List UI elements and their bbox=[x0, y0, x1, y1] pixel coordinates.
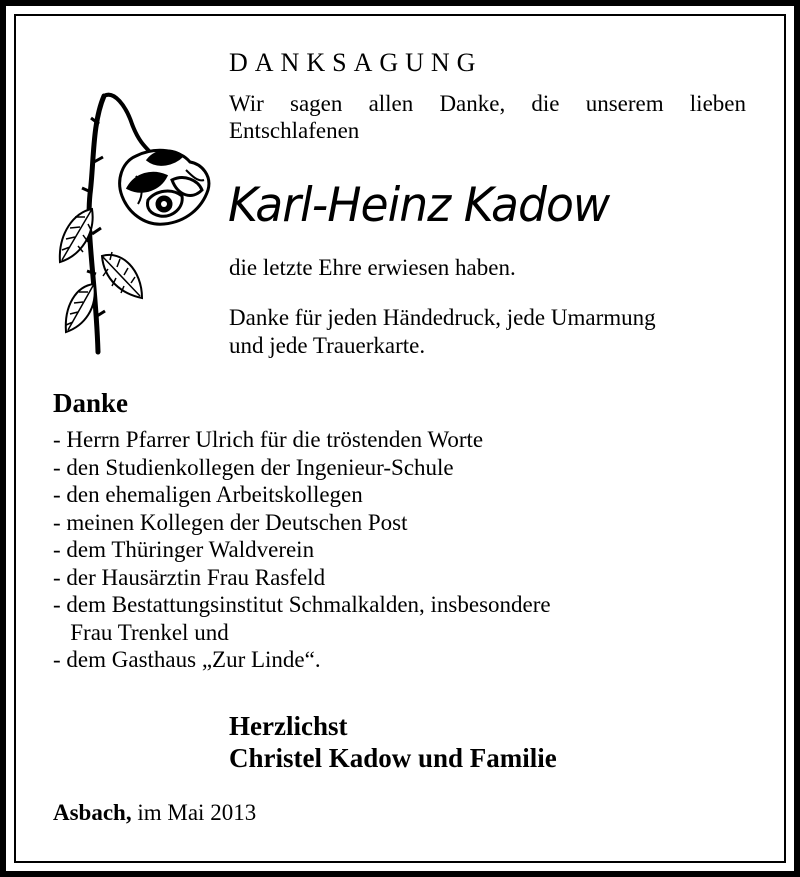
list-item: - den ehemaligen Arbeitskollegen bbox=[53, 482, 363, 507]
danke-title: Danke bbox=[53, 388, 129, 418]
after-name-text: die letzte Ehre erwiesen haben. bbox=[229, 255, 516, 280]
intro-text: Wir sagen allen Danke, die unserem lieben Entschlafenen bbox=[229, 91, 746, 143]
closing-signature bbox=[229, 710, 557, 774]
place-date bbox=[53, 799, 256, 827]
deceased-name: Karl-Heinz Kadow bbox=[228, 178, 610, 233]
closing-line-2: Christel Kadow und Familie bbox=[229, 743, 557, 773]
list-item: Frau Trenkel und bbox=[53, 619, 229, 645]
list-item: - Herrn Pfarrer Ulrich für die tröstenden Worte bbox=[53, 427, 484, 452]
list-item: - dem Thüringer Waldverein bbox=[53, 537, 315, 562]
rose-icon bbox=[52, 84, 222, 359]
thanks-line-2: und jede Trauerkarte. bbox=[229, 333, 426, 358]
list-item: - dem Bestattungsinstitut Schmalkalden, insbesondere bbox=[53, 592, 551, 617]
thanks-text bbox=[229, 304, 656, 360]
heading-danksagung: DANKSAGUNG bbox=[229, 48, 483, 77]
thanks-list bbox=[53, 426, 551, 674]
thanks-line-1: Danke für jeden Händedruck, jede Umarmung bbox=[229, 305, 656, 330]
place-name: Asbach, bbox=[53, 800, 132, 825]
list-item: - den Studienkollegen der Ingenieur-Schule bbox=[53, 454, 454, 480]
date-text: im Mai 2013 bbox=[137, 800, 257, 825]
list-item: - dem Gasthaus „Zur Linde“. bbox=[53, 647, 321, 672]
list-item: - der Hausärztin Frau Rasfeld bbox=[53, 564, 326, 590]
list-item: - meinen Kollegen der Deutschen Post bbox=[53, 509, 408, 535]
closing-line-1: Herzlichst bbox=[229, 711, 348, 741]
